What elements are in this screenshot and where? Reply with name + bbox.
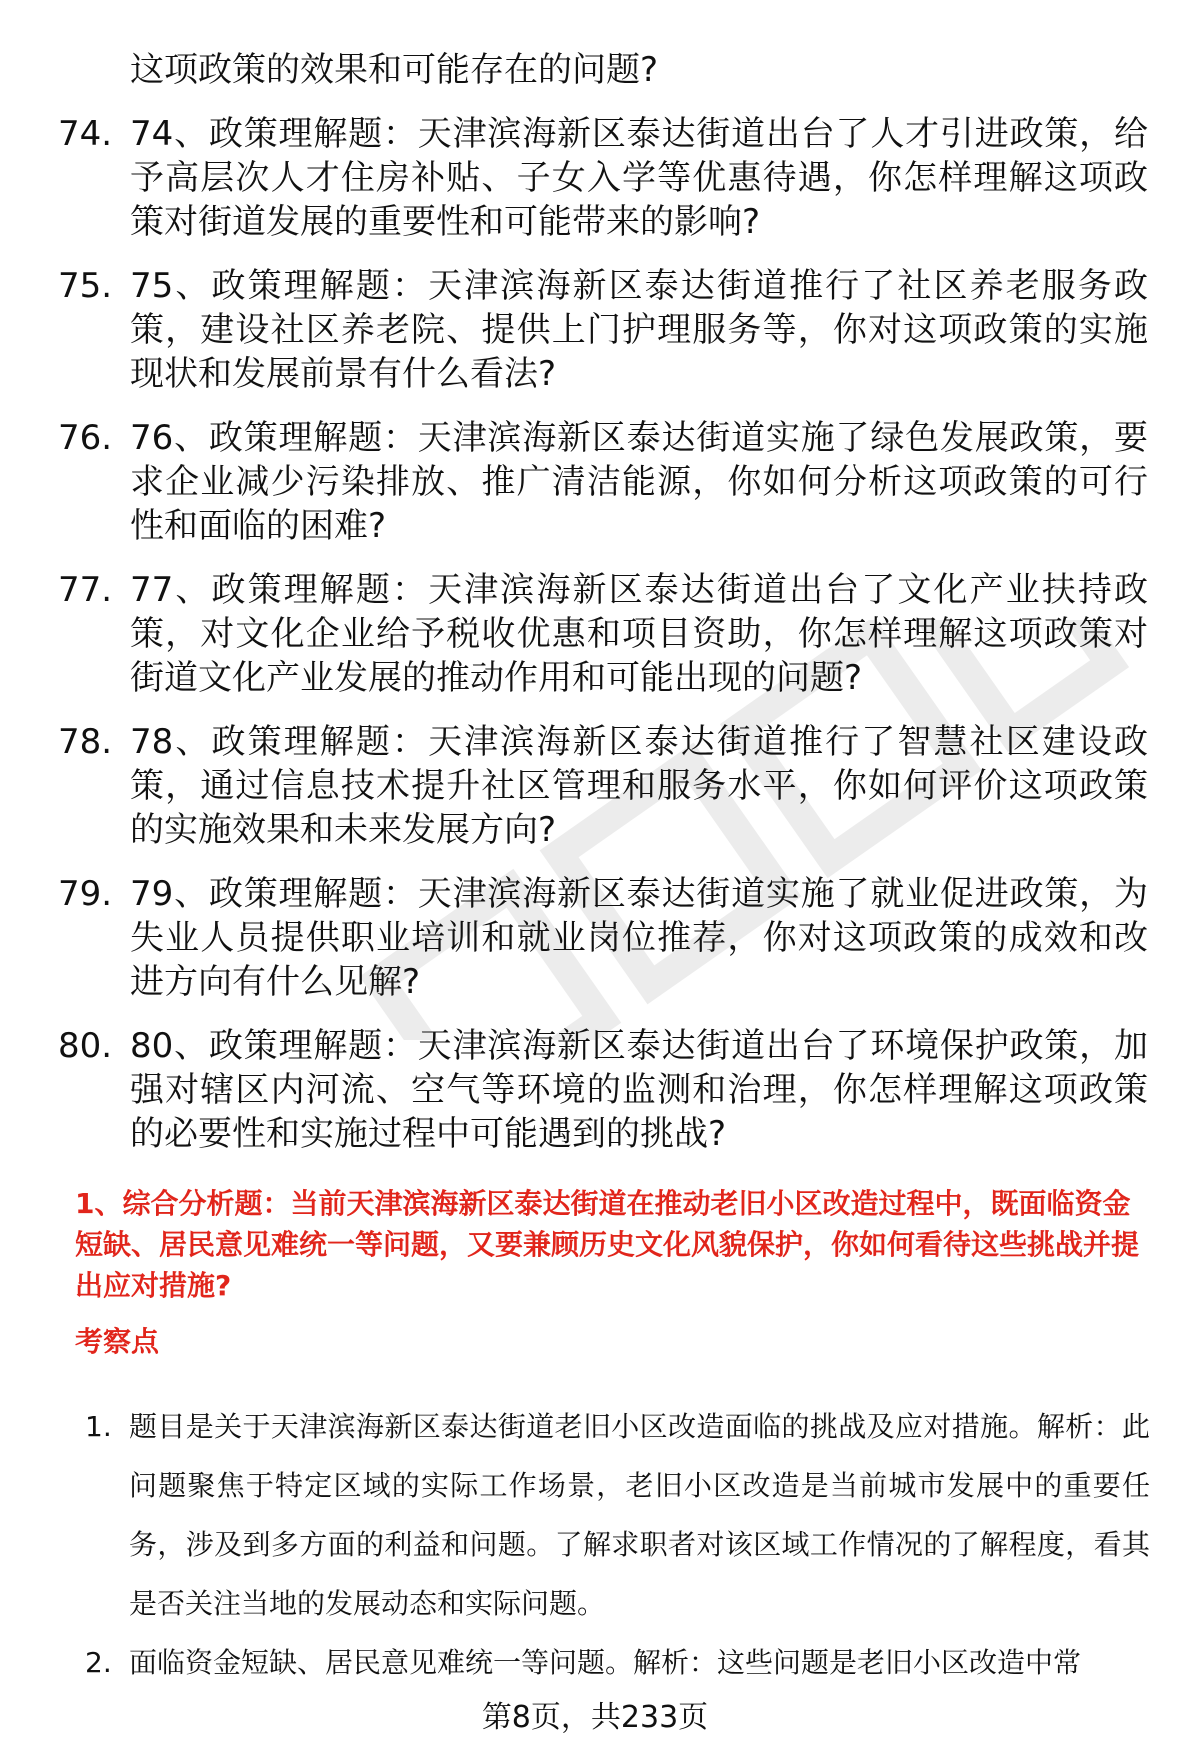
list-item-text: 76、政策理解题：天津滨海新区泰达街道实施了绿色发展政策，要求企业减少污染排放、推广清洁能源，你如何分析这项政策的可行性和面临的困难? — [130, 418, 1148, 546]
list-item — [58, 872, 1148, 1004]
page-footer: 第8页，共233页 — [481, 1700, 709, 1735]
list-number: 79. — [58, 874, 113, 914]
list-item-text: 题目是关于天津滨海新区泰达街道老旧小区改造面临的挑战及应对措施。解析：此问题聚焦于特定区域的实际工作场景，老旧小区改造是当前城市发展中的重要任务，涉及到多方面的利益和问题。了解求职者对该区域工作情况的了解程度，看其是否关注当地的发展动态和实际问题。 — [129, 1410, 1150, 1620]
continuation-text: 这项政策的效果和可能存在的问题? — [130, 50, 659, 90]
analysis-point-list — [85, 1397, 1150, 1692]
list-item — [58, 1024, 1148, 1156]
list-item-text: 80、政策理解题：天津滨海新区泰达街道出台了环境保护政策，加强对辖区内河流、空气等环境的监测和治理，你怎样理解这项政策的必要性和实施过程中可能遇到的挑战? — [130, 1026, 1148, 1154]
list-number: 80. — [58, 1026, 113, 1066]
list-item-text: 78、政策理解题：天津滨海新区泰达街道推行了智慧社区建设政策，通过信息技术提升社区管理和服务水平，你如何评价这项政策的实施效果和未来发展方向? — [130, 722, 1148, 850]
list-number: 1. — [85, 1410, 112, 1443]
list-item — [85, 1633, 1150, 1692]
question-list — [58, 112, 1148, 1176]
list-item-text: 75、政策理解题：天津滨海新区泰达街道推行了社区养老服务政策，建设社区养老院、提供上门护理服务等，你对这项政策的实施现状和发展前景有什么看法? — [130, 266, 1148, 394]
section-heading: 考察点 — [75, 1325, 160, 1358]
list-item — [58, 264, 1148, 396]
list-item — [58, 112, 1148, 244]
list-item-text: 面临资金短缺、居民意见难统一等问题。解析：这些问题是老旧小区改造中常 — [129, 1646, 1082, 1679]
list-item — [85, 1397, 1150, 1633]
list-item-text: 79、政策理解题：天津滨海新区泰达街道实施了就业促进政策，为失业人员提供职业培训和就业岗位推荐，你对这项政策的成效和改进方向有什么见解? — [130, 874, 1148, 1002]
list-item — [58, 720, 1148, 852]
list-item — [58, 568, 1148, 700]
list-number: 75. — [58, 266, 113, 306]
highlight-question: 1、综合分析题：当前天津滨海新区泰达街道在推动老旧小区改造过程中，既面临资金短缺、居民意见难统一等问题，又要兼顾历史文化风貌保护，你如何看待这些挑战并提出应对措施? — [75, 1187, 1140, 1302]
list-item-text: 74、政策理解题：天津滨海新区泰达街道出台了人才引进政策，给予高层次人才住房补贴、子女入学等优惠待遇，你怎样理解这项政策对街道发展的重要性和可能带来的影响? — [130, 114, 1148, 242]
list-number: 78. — [58, 722, 113, 762]
list-number: 77. — [58, 570, 113, 610]
list-number: 74. — [58, 114, 113, 154]
list-number: 76. — [58, 418, 113, 458]
list-item-text: 77、政策理解题：天津滨海新区泰达街道出台了文化产业扶持政策，对文化企业给予税收优惠和项目资助，你怎样理解这项政策对街道文化产业发展的推动作用和可能出现的问题? — [130, 570, 1148, 698]
list-number: 2. — [85, 1646, 112, 1679]
list-item — [58, 416, 1148, 548]
